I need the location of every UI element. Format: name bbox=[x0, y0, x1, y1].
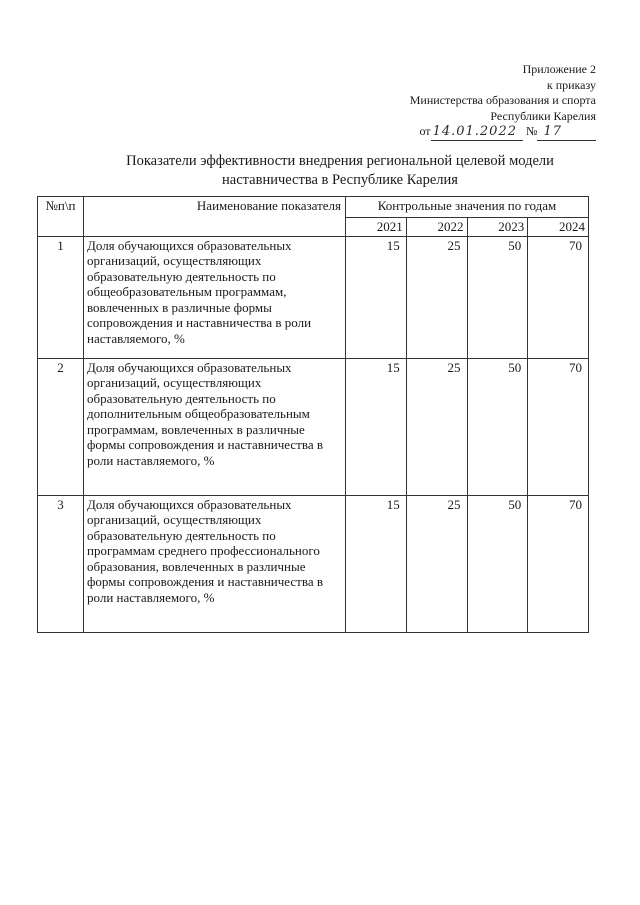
row-value: 50 bbox=[467, 358, 528, 495]
header-year: 2024 bbox=[528, 218, 589, 237]
title-line-1: Показатели эффективности внедрения региональной целевой модели bbox=[126, 153, 554, 169]
indicators-table bbox=[37, 196, 589, 633]
handwritten-date: 14.01.2022 bbox=[431, 124, 523, 141]
row-value: 50 bbox=[467, 495, 528, 632]
row-indicator: Доля обучающихся образовательных организаций, осуществляющих образовательную деятельность по программам среднего профессионального образования, вовлеченных в различные формы сопровождения и наставничества в роли наставляемого, % bbox=[84, 495, 346, 632]
header-group: Контрольные значения по годам bbox=[346, 197, 589, 218]
number-label: № bbox=[526, 124, 538, 138]
header-name: Наименование показателя bbox=[84, 197, 346, 237]
order-date-line bbox=[356, 124, 596, 141]
table-row bbox=[38, 358, 589, 495]
appendix-ministry: Министерства образования и спорта bbox=[409, 93, 596, 107]
header-num: №п\п bbox=[38, 197, 84, 237]
appendix-republic: Республики Карелия bbox=[490, 108, 596, 123]
row-value: 70 bbox=[528, 236, 589, 358]
row-value: 70 bbox=[528, 358, 589, 495]
header-year: 2023 bbox=[467, 218, 528, 237]
table-row bbox=[38, 236, 589, 358]
row-value: 25 bbox=[406, 236, 467, 358]
row-value: 70 bbox=[528, 495, 589, 632]
appendix-block bbox=[356, 62, 596, 141]
row-value: 15 bbox=[346, 495, 407, 632]
header-year: 2021 bbox=[346, 218, 407, 237]
row-value: 50 bbox=[467, 236, 528, 358]
row-num: 2 bbox=[38, 358, 84, 495]
row-num: 3 bbox=[38, 495, 84, 632]
row-value: 25 bbox=[406, 495, 467, 632]
appendix-title: Приложение 2 bbox=[522, 62, 596, 76]
table-row bbox=[38, 495, 589, 632]
row-indicator: Доля обучающихся образовательных организаций, осуществляющих образовательную деятельность по дополнительным общеобразовательным программам, вовлеченных в различные формы сопровождения и наставничества в роли наставляемого, % bbox=[84, 358, 346, 495]
title-line-2: наставничества в Республике Карелия bbox=[222, 172, 458, 188]
header-year: 2022 bbox=[406, 218, 467, 237]
handwritten-number: 17 bbox=[537, 124, 596, 141]
table-header-row bbox=[38, 197, 589, 218]
from-label: от bbox=[419, 124, 431, 138]
document-title bbox=[90, 152, 590, 190]
row-num: 1 bbox=[38, 236, 84, 358]
row-value: 15 bbox=[346, 358, 407, 495]
row-value: 25 bbox=[406, 358, 467, 495]
row-value: 15 bbox=[346, 236, 407, 358]
row-indicator: Доля обучающихся образовательных организаций, осуществляющих образовательную деятельность по общеобразовательным программам, вовлеченных в различные формы сопровождения и наставничества в роли наставляемого, % bbox=[84, 236, 346, 358]
appendix-order: к приказу bbox=[546, 77, 596, 92]
